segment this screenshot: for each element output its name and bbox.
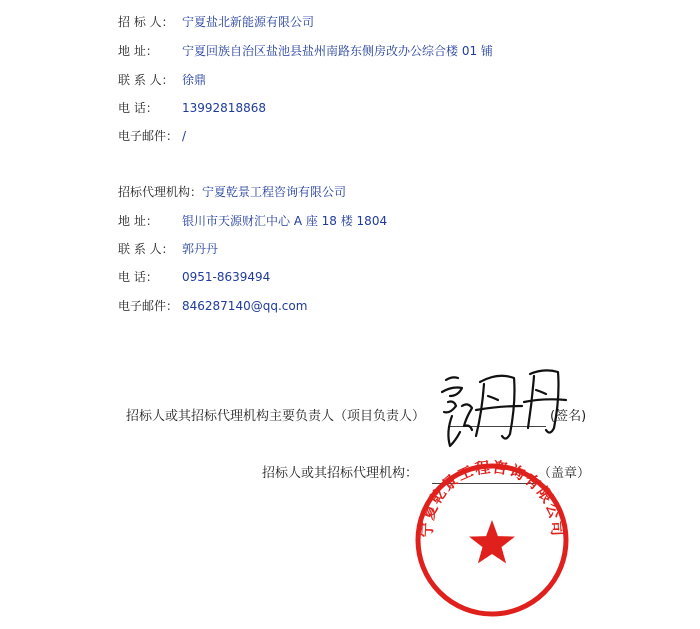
agency-name-value: 宁夏乾景工程咨询有限公司 xyxy=(202,185,347,199)
agency-phone-label: 电 话： xyxy=(118,270,158,284)
seal-text: 宁夏乾景工程咨询有限公司 xyxy=(417,458,567,538)
tenderee-contact-value: 徐鼎 xyxy=(182,73,207,87)
handwritten-signature xyxy=(432,362,572,462)
tenderee-contact-label: 联 系 人： xyxy=(118,73,174,87)
tenderee-email-value: / xyxy=(182,129,187,143)
agency-contact-value: 郭丹丹 xyxy=(182,242,219,256)
tenderee-phone-label: 电 话： xyxy=(118,101,158,115)
institution-label: 招标人或其招标代理机构： xyxy=(262,466,419,481)
tenderee-address-row xyxy=(118,43,493,59)
tenderee-address-value: 宁夏回族自治区盐池县盐州南路东侧房改办公综合楼 01 铺 xyxy=(182,44,493,58)
agency-name-row xyxy=(118,184,346,200)
agency-name-label: 招标代理机构： xyxy=(118,185,203,199)
tenderee-address-label: 地 址： xyxy=(118,44,158,58)
tenderee-name-value: 宁夏盐北新能源有限公司 xyxy=(182,15,315,29)
seal-star-icon xyxy=(469,520,515,563)
agency-address-row xyxy=(118,213,387,229)
agency-email-value: 846287140@qq.com xyxy=(182,299,308,313)
sign-suffix: (签名) xyxy=(550,409,587,424)
tenderee-email-row xyxy=(118,128,186,144)
agency-email-row xyxy=(118,298,307,314)
tenderee-phone-row xyxy=(118,100,266,116)
agency-address-value: 银川市天源财汇中心 A 座 18 楼 1804 xyxy=(182,214,388,228)
agency-contact-label: 联 系 人： xyxy=(118,242,174,256)
company-seal xyxy=(412,458,572,618)
agency-address-label: 地 址： xyxy=(118,214,158,228)
tenderee-phone-value: 13992818868 xyxy=(182,101,266,115)
agency-phone-row xyxy=(118,269,270,285)
seal-suffix: （盖章） xyxy=(538,466,591,481)
tenderee-name-label: 招 标 人： xyxy=(118,15,174,29)
tenderee-contact-row xyxy=(118,72,206,88)
tenderee-name-row xyxy=(118,14,314,30)
responsible-person-label: 招标人或其招标代理机构主要负责人（项目负责人） xyxy=(126,409,426,424)
agency-contact-row xyxy=(118,241,218,257)
tenderee-email-label: 电子邮件： xyxy=(118,129,179,143)
agency-email-label: 电子邮件： xyxy=(118,299,179,313)
agency-phone-value: 0951-8639494 xyxy=(182,270,271,284)
